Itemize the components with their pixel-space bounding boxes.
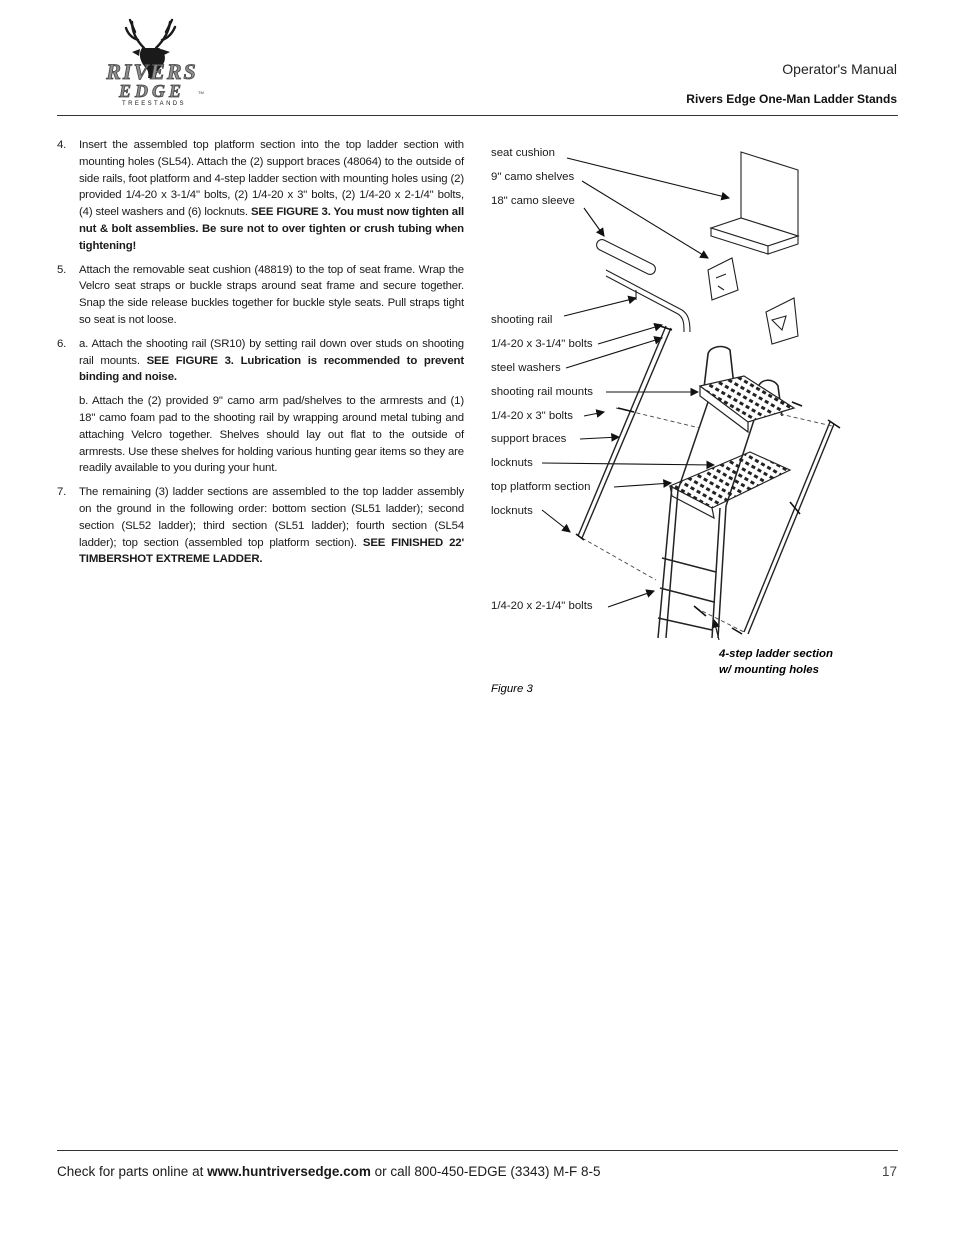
step-text: b. Attach the (2) provided 9" camo arm pad/shelves to the armrests and (1) 18" camo foam pad to the shooting rail by wrapping around metal tubing and attaching Velcro together. Shelves should lay out flat to the outside of armrests. Use these shelves for holding various hunting gear items so they are readily available to you during your hunt. <box>79 395 464 475</box>
step-emphasis: SEE FINISHED 22' TIMBERSHOT EXTREME LADDER. <box>79 536 464 566</box>
deer-head-icon <box>66 18 236 106</box>
figure-label: 1/4-20 x 3" bolts <box>491 410 573 422</box>
camo-sleeve-drawing <box>597 240 656 275</box>
figure-label: 9" camo shelves <box>491 171 575 183</box>
footer-text <box>57 1164 600 1179</box>
footer-website-link[interactable]: www.huntriversedge.com <box>207 1164 371 1179</box>
step-paragraph <box>79 393 464 477</box>
step-paragraph <box>79 137 464 255</box>
step-item <box>57 137 464 255</box>
figure-label: shooting rail <box>491 314 553 326</box>
figure-label: support braces <box>491 433 567 445</box>
step-paragraph <box>79 484 464 568</box>
page-number: 17 <box>881 1164 897 1179</box>
arrow-camo-sleeve <box>584 208 604 236</box>
figure-label: locknuts <box>491 505 533 517</box>
figure-label: locknuts <box>491 457 533 469</box>
figure-label: 1/4-20 x 2-1/4" bolts <box>491 600 593 612</box>
manual-subtitle: Rivers Edge One-Man Ladder Stands <box>686 92 897 106</box>
figure-label: 18" camo sleeve <box>491 195 575 207</box>
arrow-support-braces <box>580 437 619 439</box>
step-text: The remaining (3) ladder sections are assembled to the top ladder assembly on the ground in the following order: bottom section (SL51 ladder); second section (SL52 ladder); third section (SL51 ladder); fourth section (SL54 ladder); top section (assembled top platform section). <box>79 486 464 549</box>
header-rule <box>57 115 898 116</box>
logo-wordmark-rivers: RIVERS <box>106 59 198 84</box>
shooting-rail-drawing <box>606 270 690 332</box>
figure-label: 1/4-20 x 3-1/4" bolts <box>491 338 593 350</box>
step-text: Attach the removable seat cushion (48819) to the top of seat frame. Wrap the Velcro seat straps or buckle straps around seat frame and secure together. Snap the side release buckles together for buckle style seats. Pull straps tight so seat is not loose. <box>79 263 464 326</box>
step-text: Insert the assembled top platform section into the top ladder section with mounting holes (SL54). Attach the (2) support braces (48064) to the outside of side rails, foot platform and 4-step ladder section with mounting holes using (2) provided 1/4-20 x 3-1/4" bolts, (2) 1/4-20 x 3" bolts, (2) 1/4-20 x 2-1/4" bolts, (4) steel washers and (6) locknuts. <box>79 139 464 219</box>
arrow-shooting-rail <box>564 298 636 316</box>
arrow-bolts-2-25 <box>608 591 654 607</box>
figure-3 <box>486 140 898 700</box>
step-number: 7. <box>57 486 67 499</box>
step-emphasis: SEE FIGURE 3. Lubrication is recommended to prevent binding and noise. <box>79 354 464 384</box>
step-item <box>57 336 464 477</box>
camo-shelf-drawing <box>708 258 798 344</box>
arrow-locknuts-2 <box>542 510 570 532</box>
figure-label: shooting rail mounts <box>491 386 593 398</box>
step-item <box>57 484 464 568</box>
footer-prefix: Check for parts online at <box>57 1164 208 1179</box>
arrow-locknuts-1 <box>542 463 714 465</box>
step-emphasis: SEE FIGURE 3. You must now tighten all nut & bolt assemblies. Be sure not to over tighten or crush tubing when tightening! <box>79 206 464 252</box>
footer-rule <box>57 1150 898 1151</box>
arrow-top-platform <box>614 483 671 487</box>
footer-suffix: or call 800-450-EDGE (3343) M-F 8-5 <box>370 1164 601 1179</box>
brand-logo <box>66 18 236 106</box>
ladder-drawing <box>658 402 754 638</box>
logo-trademark: TM <box>198 90 204 95</box>
step-paragraph <box>79 336 464 386</box>
assembly-diagram <box>486 140 898 700</box>
figure-caption: Figure 3 <box>491 683 533 695</box>
figure-label: steel washers <box>491 362 561 374</box>
step-number: 5. <box>57 263 67 276</box>
logo-wordmark-edge: EDGE <box>118 81 186 101</box>
callout-ladder-section: 4-step ladder section <box>719 648 833 660</box>
manual-title: Operator's Manual <box>782 61 897 77</box>
callout-mounting-holes: w/ mounting holes <box>719 664 819 676</box>
assembly-steps <box>57 137 464 575</box>
step-number: 4. <box>57 139 67 151</box>
step-paragraph <box>79 262 464 329</box>
arrow-seat-cushion <box>567 158 729 198</box>
logo-tagline: TREESTANDS <box>122 101 186 106</box>
step-item <box>57 262 464 329</box>
seat-grate-drawing <box>700 376 794 422</box>
figure-label: top platform section <box>491 481 591 493</box>
figure-label: seat cushion <box>491 147 555 159</box>
seat-cushion-drawing <box>711 152 798 254</box>
step-number: 6. <box>57 337 67 350</box>
arrow-bolts-3 <box>584 412 604 416</box>
step-text: a. Attach the shooting rail (SR10) by setting rail down over studs on shooting rail mounts. <box>79 337 464 367</box>
